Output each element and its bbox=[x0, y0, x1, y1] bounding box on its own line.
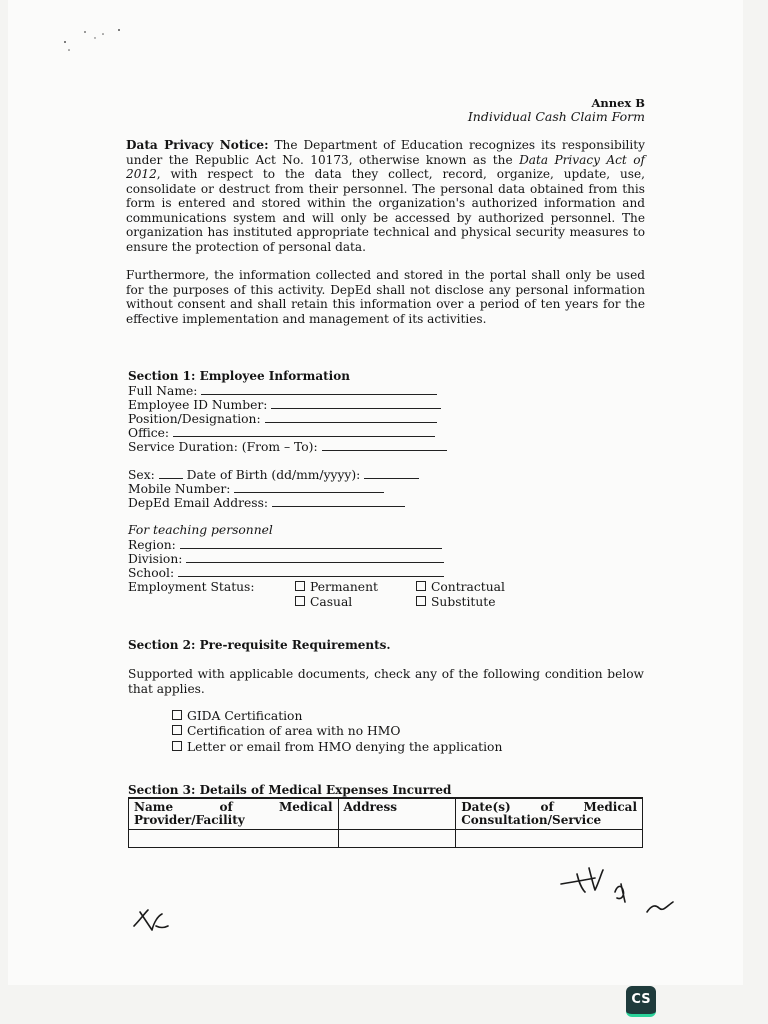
col-provider-line1: Name of Medical bbox=[134, 800, 333, 814]
hmo-denial-checkbox[interactable] bbox=[172, 741, 182, 751]
section2-instruction: Supported with applicable documents, check any of the following condition below that applies. bbox=[128, 667, 644, 696]
school-row bbox=[128, 565, 444, 580]
scan-specks bbox=[55, 22, 135, 56]
casual-checkbox[interactable] bbox=[295, 596, 305, 606]
privacy-act-name: Data Privacy Act of 2012 bbox=[126, 152, 645, 181]
privacy-paragraph-2: Furthermore, the information collected and stored in the portal shall only be used for the purposes of this activity. DepEd shall not disclose any personal information without consent and shall retain this information over a period of ten years for the effective implementation and management of its activities. bbox=[126, 268, 645, 326]
signature-initials-left bbox=[130, 906, 172, 934]
section2-heading: Section 2: Pre-requisite Requirements. bbox=[128, 638, 391, 652]
form-name: Individual Cash Claim Form bbox=[467, 109, 645, 124]
employee-id-label: Employee ID Number: bbox=[128, 398, 268, 412]
option-no-hmo[interactable] bbox=[172, 724, 400, 738]
hmo-denial-label: Letter or email from HMO denying the application bbox=[187, 740, 503, 754]
service-duration-row bbox=[128, 439, 447, 454]
dob-label: Date of Birth (dd/mm/yyyy): bbox=[186, 468, 361, 482]
privacy-text-b: , with respect to the data they collect, record, organize, update, use, consolidate or destruct from their personnel. The personal data obtained from this form is entered and stored within the organization's authorized information and communications system and will only be accessed by authorized personnel. The organization has instituted appropriate technical and physical security measures to ensure the protection of personal data. bbox=[126, 167, 645, 254]
employee-id-field[interactable] bbox=[271, 397, 441, 409]
email-row bbox=[128, 495, 405, 510]
privacy-text-a: The Department of Education recognizes its responsibility under the Republic Act No. 10173, otherwise known as the bbox=[126, 138, 645, 167]
region-field[interactable] bbox=[180, 537, 442, 549]
status-permanent[interactable] bbox=[295, 580, 378, 594]
status-substitute[interactable] bbox=[416, 595, 495, 609]
sex-dob-row bbox=[128, 467, 419, 482]
position-row bbox=[128, 411, 437, 426]
col-date-header bbox=[456, 798, 643, 830]
no-hmo-checkbox[interactable] bbox=[172, 725, 182, 735]
col-address-label: Address bbox=[343, 800, 398, 814]
service-duration-label: Service Duration: (From – To): bbox=[128, 440, 318, 454]
mobile-label: Mobile Number: bbox=[128, 482, 231, 496]
table-header-row bbox=[129, 798, 643, 830]
annex-label: Annex B bbox=[591, 96, 645, 110]
contractual-checkbox[interactable] bbox=[416, 581, 426, 591]
no-hmo-label: Certification of area with no HMO bbox=[187, 724, 401, 738]
col-provider-header bbox=[129, 798, 339, 830]
employment-status-label: Employment Status: bbox=[128, 580, 255, 594]
camscanner-badge: CS bbox=[626, 986, 656, 1017]
col-address-header bbox=[338, 798, 456, 830]
teaching-note: For teaching personnel bbox=[128, 523, 273, 537]
school-field[interactable] bbox=[178, 565, 444, 577]
gida-label: GIDA Certification bbox=[187, 709, 303, 723]
gida-checkbox[interactable] bbox=[172, 710, 182, 720]
position-field[interactable] bbox=[265, 411, 437, 423]
contractual-label: Contractual bbox=[431, 580, 505, 594]
full-name-field[interactable] bbox=[201, 383, 437, 395]
status-contractual[interactable] bbox=[416, 580, 505, 594]
substitute-label: Substitute bbox=[431, 595, 496, 609]
signature-initials-right bbox=[555, 862, 685, 922]
substitute-checkbox[interactable] bbox=[416, 596, 426, 606]
division-label: Division: bbox=[128, 552, 183, 566]
full-name-label: Full Name: bbox=[128, 384, 198, 398]
email-label: DepEd Email Address: bbox=[128, 496, 269, 510]
section1-heading: Section 1: Employee Information bbox=[128, 369, 350, 383]
provider-cell[interactable] bbox=[129, 830, 339, 848]
office-row bbox=[128, 425, 435, 440]
region-label: Region: bbox=[128, 538, 176, 552]
email-field[interactable] bbox=[272, 495, 405, 507]
office-field[interactable] bbox=[173, 425, 435, 437]
data-privacy-notice bbox=[126, 138, 645, 254]
school-label: School: bbox=[128, 566, 175, 580]
col-date-line2: Consultation/Service bbox=[461, 813, 602, 827]
privacy-label: Data Privacy Notice: bbox=[126, 138, 269, 152]
status-casual[interactable] bbox=[295, 595, 352, 609]
region-row bbox=[128, 537, 442, 552]
table-row bbox=[129, 830, 643, 848]
division-row bbox=[128, 551, 444, 566]
employee-id-row bbox=[128, 397, 441, 412]
mobile-row bbox=[128, 481, 384, 496]
medical-expenses-table bbox=[128, 797, 643, 848]
office-label: Office: bbox=[128, 426, 170, 440]
permanent-checkbox[interactable] bbox=[295, 581, 305, 591]
option-hmo-denial[interactable] bbox=[172, 740, 502, 754]
position-label: Position/Designation: bbox=[128, 412, 261, 426]
date-cell[interactable] bbox=[456, 830, 643, 848]
section3-heading: Section 3: Details of Medical Expenses Incurred bbox=[128, 783, 452, 797]
option-gida[interactable] bbox=[172, 709, 302, 723]
col-date-line1: Date(s) of Medical bbox=[461, 800, 637, 814]
sex-field[interactable] bbox=[159, 467, 183, 479]
address-cell[interactable] bbox=[338, 830, 456, 848]
division-field[interactable] bbox=[186, 551, 444, 563]
mobile-field[interactable] bbox=[234, 481, 384, 493]
dob-field[interactable] bbox=[364, 467, 419, 479]
permanent-label: Permanent bbox=[310, 580, 378, 594]
casual-label: Casual bbox=[310, 595, 353, 609]
service-duration-field[interactable] bbox=[322, 439, 447, 451]
sex-label: Sex: bbox=[128, 468, 155, 482]
col-provider-line2: Provider/Facility bbox=[134, 813, 245, 827]
full-name-row bbox=[128, 383, 437, 398]
